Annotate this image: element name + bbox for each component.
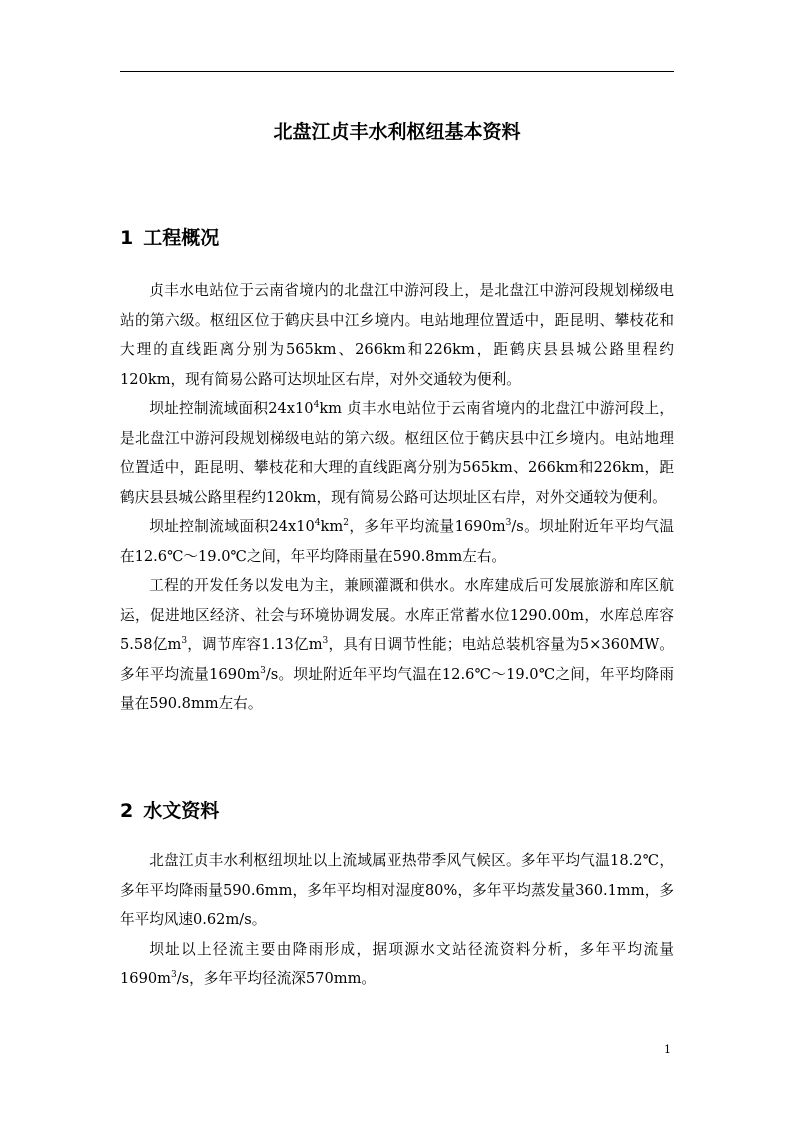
paragraph: 工程的开发任务以发电为主，兼顾灌溉和供水。水库建成后可发展旅游和库区航运，促进地区经济、社会与环境协调发展。水库正常蓄水位1290.00m，水库总库容5.58亿$m^3$，调节库容1.13亿$m^3$，具有日调节性能；电站总装机容量为5×360MW。多年平均流量$1690m^3/s$。坝址附近年平均气温在12.6℃～19.0℃之间，年平均降雨量在590.8mm左右。	[120, 577, 675, 712]
section-title: 水文资料	[143, 800, 220, 822]
document-title: 北盘江贞丰水利枢纽基本资料	[273, 121, 521, 143]
section-number: 2	[120, 800, 134, 822]
section-1-body	[120, 276, 674, 719]
paragraph: 贞丰水电站位于云南省境内的北盘江中游河段上，是北盘江中游河段规划梯级电站的第六级。枢纽区位于鹤庆县中江乡境内。电站地理位置适中，距昆明、攀枝花和大理的直线距离分别为565km、266km和226km，距鹤庆县县城公路里程约120km，现有简易公路可达坝址区右岸，对外交通较为便利。	[120, 282, 674, 388]
section-number: 1	[120, 227, 134, 249]
paragraph: 坝址控制流域面积$24x10^4km^2$，多年平均流量$1690m^3/s$。坝址附近年平均气温在12.6℃～19.0℃之间，年平均降雨量在590.8mm左右。	[120, 518, 675, 565]
header-rule	[120, 71, 674, 72]
page-number: 1	[664, 1043, 671, 1056]
paragraph: 北盘江贞丰水利枢纽坝址以上流域属亚热带季风气候区。多年平均气温18.2℃，多年平均降雨量590.6mm，多年平均相对湿度80%，多年平均蒸发量360.1mm，多年平均风速0.62m/s。	[120, 852, 674, 928]
section-2-body	[120, 846, 674, 994]
section-1-heading	[120, 225, 674, 251]
paragraph: 坝址以上径流主要由降雨形成，据项源水文站径流资料分析，多年平均流量$1690m^3/s$，多年平均径流深570mm。	[120, 940, 674, 987]
paragraph: 坝址控制流域面积$24x10^4km$ 贞丰水电站位于云南省境内的北盘江中游河段上，是北盘江中游河段规划梯级电站的第六级。枢纽区位于鹤庆县中江乡境内。电站地理位置适中，距昆明、攀枝花和大理的直线距离分别为565km、266km和226km，距鹤庆县县城公路里程约120km，现有简易公路可达坝址区右岸，对外交通较为便利。	[120, 400, 674, 506]
section-2-heading	[120, 798, 674, 824]
section-title: 工程概况	[143, 227, 220, 249]
